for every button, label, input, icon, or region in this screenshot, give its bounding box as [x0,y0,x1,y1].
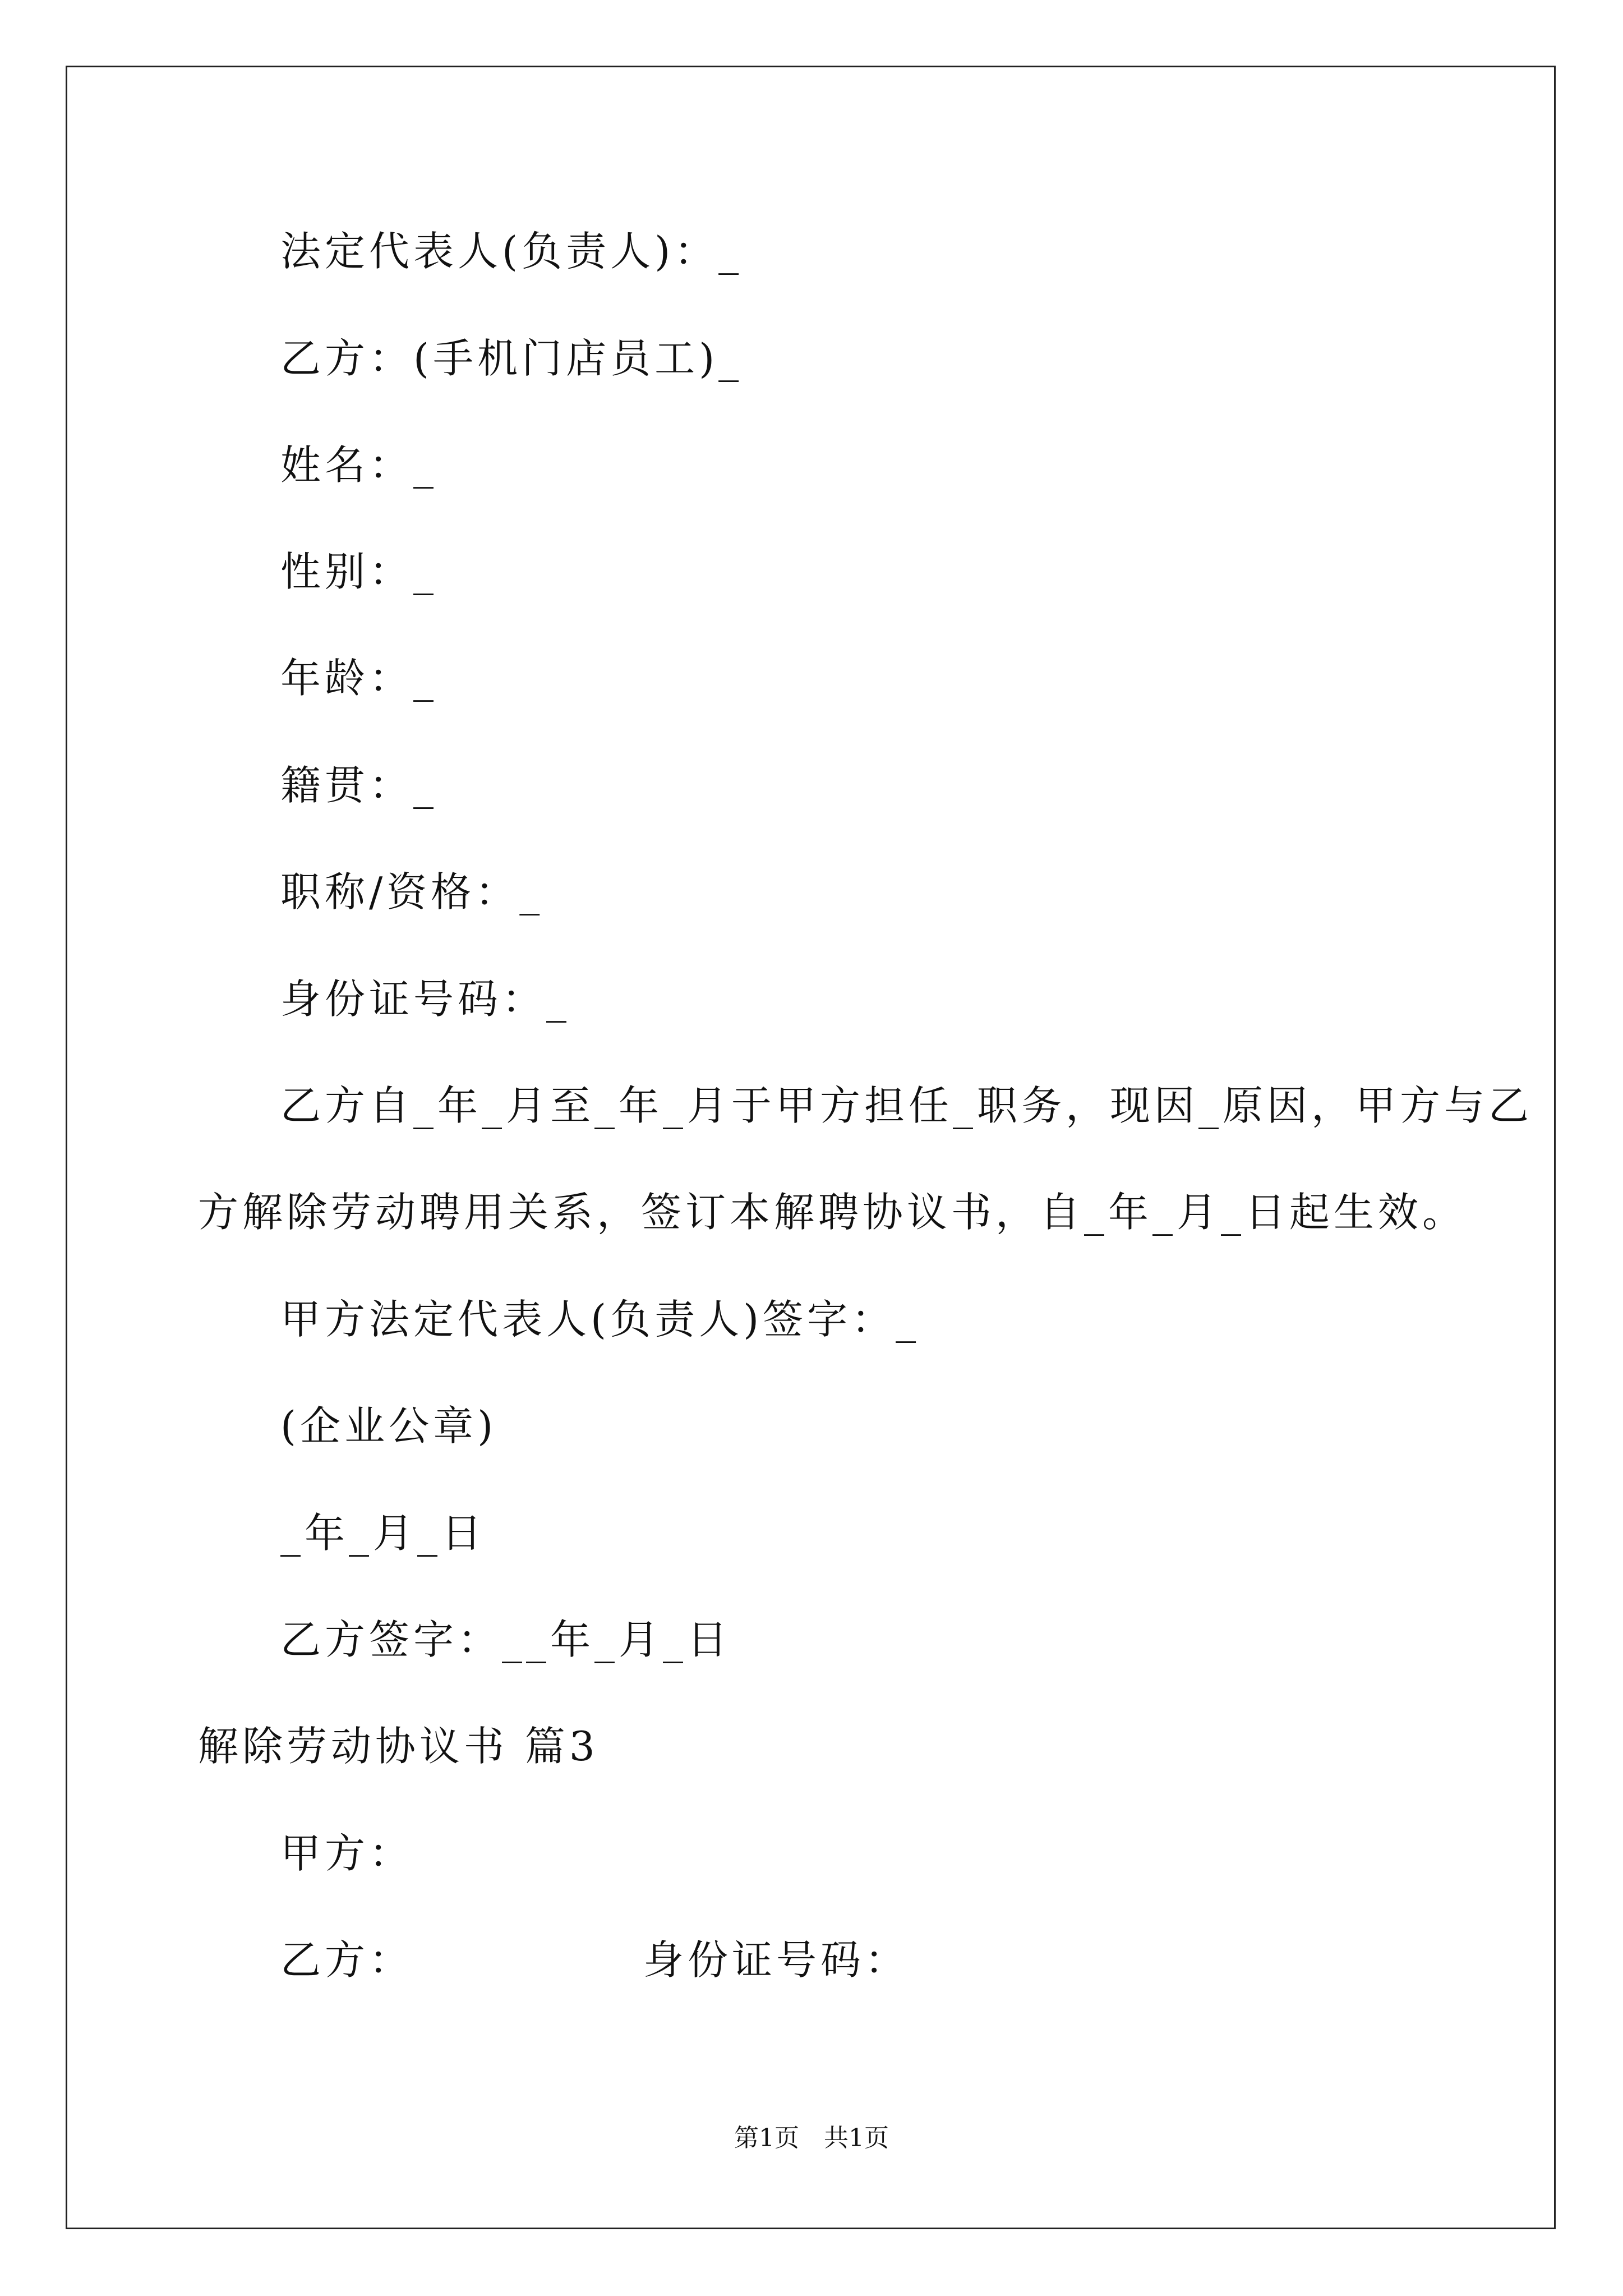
company-seal-line: (企业公章) [280,1402,497,1450]
page-footer: 第1页 共1页 [734,2124,889,2152]
party-b-employee-line: 乙方：(手机门店员工)_ [280,335,743,382]
termination-paragraph-line-1: 乙方自_年_月至_年_月于甲方担任_职务，现因_原因，甲方与乙 [280,1082,1533,1129]
party-a-signature-line: 甲方法定代表人(负责人)签字：_ [280,1296,920,1343]
party-a-date-line: _年_月_日 [280,1510,486,1557]
age-line: 年龄：_ [280,655,438,702]
section-heading: 解除劳动协议书 篇3 [198,1723,599,1770]
legal-representative-line: 法定代表人(负责人)：_ [280,228,743,275]
party-b-label: 乙方： [280,1936,414,1984]
title-qualification-line: 职称/资格：_ [280,868,544,915]
gender-line: 性别：_ [280,548,438,595]
id-number-label: 身份证号码： [643,1936,910,1984]
page-border [66,66,1556,2229]
party-a-label: 甲方： [280,1830,414,1877]
termination-paragraph-line-2: 方解除劳动聘用关系，签订本解聘协议书，自_年_月_日起生效。 [198,1189,1467,1236]
party-b-signature-line: 乙方签字：__年_月_日 [280,1616,732,1663]
name-line: 姓名：_ [280,441,438,489]
id-number-line: 身份证号码：_ [280,976,571,1023]
party-b-id-row [280,1936,910,1984]
native-place-line: 籍贯：_ [280,762,438,809]
